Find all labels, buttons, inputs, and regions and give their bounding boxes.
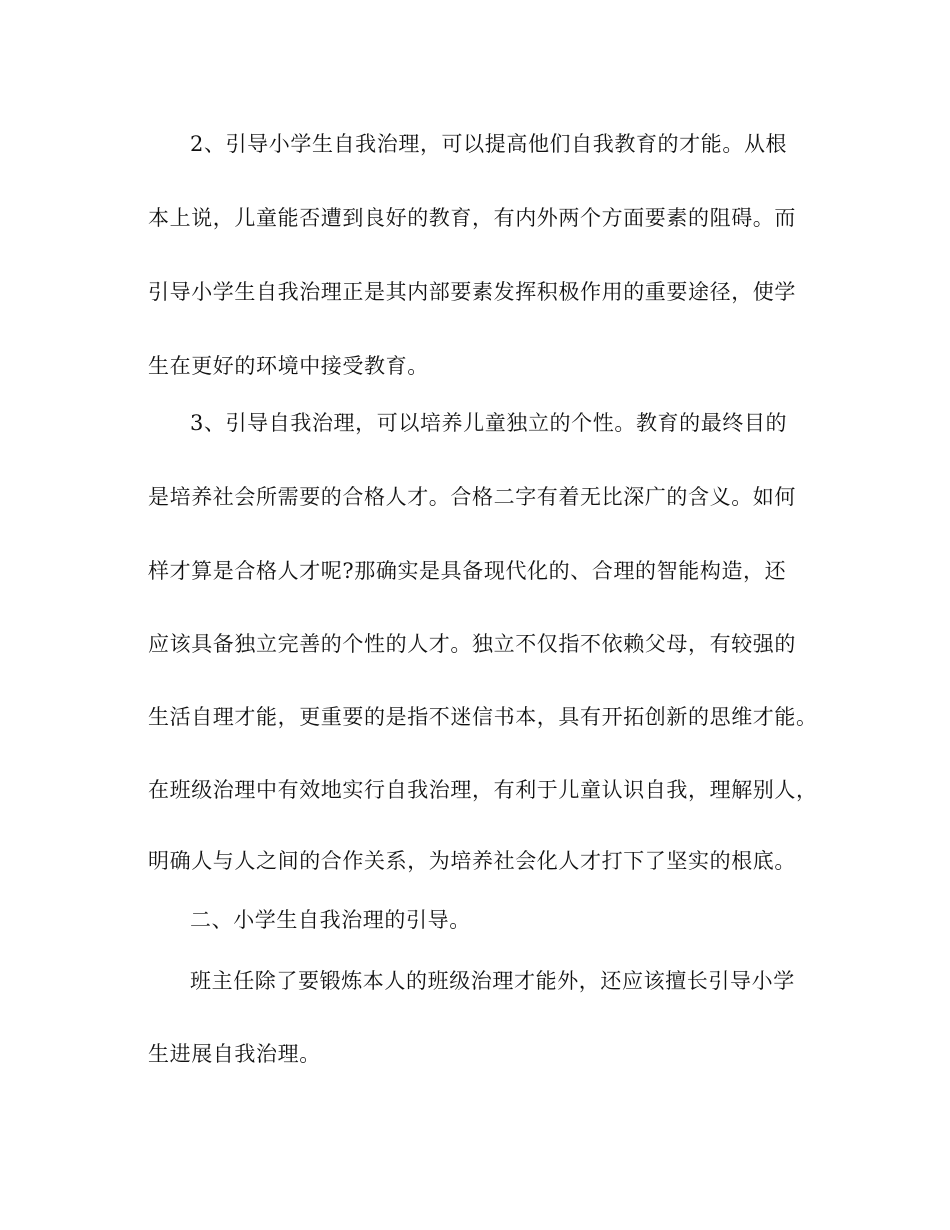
paragraph-3-line-4: 应该具备独立完善的个性的人才。独立不仅指不依赖父母，有较强的: [148, 632, 796, 656]
paragraph-2-line-3: 引导小学生自我治理正是其内部要素发挥积极作用的重要途径，使学: [148, 280, 796, 304]
paragraph-4-line-1: 班主任除了要锻炼本人的班级治理才能外，还应该擅长引导小学: [190, 969, 795, 993]
paragraph-3-line-5: 生活自理才能，更重要的是指不迷信书本，具有开拓创新的思维才能。: [148, 705, 818, 729]
paragraph-4-line-2: 生进展自我治理。: [148, 1042, 321, 1066]
paragraph-3-line-1: 3、引导自我治理，可以培养儿童独立的个性。教育的最终目的: [190, 411, 788, 435]
paragraph-3-line-2: 是培养社会所需要的合格人才。合格二字有着无比深广的含义。如何: [148, 485, 796, 509]
section-heading: 二、小学生自我治理的引导。: [190, 908, 471, 932]
paragraph-2-line-2: 本上说，儿童能否遭到良好的教育，有内外两个方面要素的阻碍。而: [148, 206, 796, 230]
paragraph-3-line-7: 明确人与人之间的合作关系，为培养社会化人才打下了坚实的根底。: [148, 849, 796, 873]
paragraph-3-line-3: 样才算是合格人才呢?那确实是具备现代化的、合理的智能构造，还: [148, 559, 787, 583]
paragraph-2-line-4: 生在更好的环境中接受教育。: [148, 354, 429, 378]
paragraph-2-line-1: 2、引导小学生自我治理，可以提高他们自我教育的才能。从根: [190, 132, 788, 156]
paragraph-3-line-6: 在班级治理中有效地实行自我治理，有利于儿童认识自我，理解别人，: [148, 778, 818, 802]
